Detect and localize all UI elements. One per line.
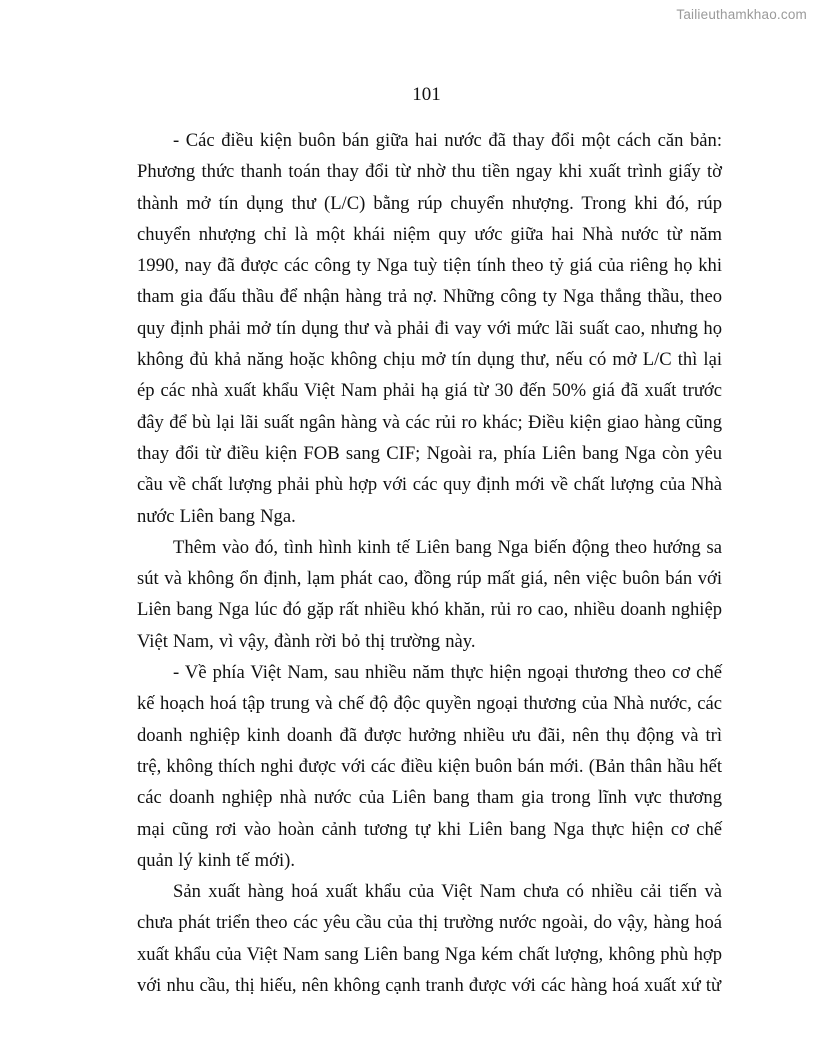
paragraph-2: Thêm vào đó, tình hình kinh tế Liên bang Nga biến động theo hướng sa sút và không ổn định, lạm phát cao, đồng rúp mất giá, nên việc buôn bán với Liên bang Nga lúc đó gặp rất nhiều khó khăn, rủi ro cao, nhiều doanh nghiệp Việt Nam, vì vậy, đành rời bỏ thị trường này. [137, 536, 722, 652]
document-body [137, 125, 722, 1001]
paragraph-1: - Các điều kiện buôn bán giữa hai nước đã thay đổi một cách căn bản: Phương thức thanh toán thay đổi từ nhờ thu tiền ngay khi xuất trình giấy tờ thành mở tín dụng thư (L/C) bằng rúp chuyển nhượng. Trong khi đó, rúp chuyển nhượng chỉ là một khái niệm quy ước giữa hai Nhà nước từ năm 1990, nay đã được các công ty Nga tuỳ tiện tính theo tỷ giá của riêng họ khi tham gia đấu thầu để nhận hàng trả nợ. Những công ty Nga thắng thầu, theo quy định phải mở tín dụng thư và phải đi vay với mức lãi suất cao, nhưng họ không đủ khả năng hoặc không chịu mở tín dụng thư, nếu có mở L/C thì lại ép các nhà xuất khẩu Việt Nam phải hạ giá từ 30 đến 50% giá đã xuất trước đây để bù lại lãi suất ngân hàng và các rủi ro khác; Điều kiện giao hàng cũng thay đổi từ điều kiện FOB sang CIF; Ngoài ra, phía Liên bang Nga còn yêu cầu về chất lượng phải phù hợp với các quy định mới về chất lượng của Nhà nước Liên bang Nga. [137, 130, 722, 527]
paragraph-3: - Về phía Việt Nam, sau nhiều năm thực hiện ngoại thương theo cơ chế kế hoạch hoá tập trung và chế độ độc quyền ngoại thương của Nhà nước, các doanh nghiệp kinh doanh đã được hưởng nhiều ưu đãi, nên thụ động và trì trệ, không thích nghi được với các điều kiện buôn bán mới. (Bản thân hầu hết các doanh nghiệp nhà nước của Liên bang tham gia trong lĩnh vực thương mại cũng rơi vào hoàn cảnh tương tự khi Liên bang Nga thực hiện cơ chế quản lý kinh tế mới). [137, 662, 722, 871]
paragraph-4: Sản xuất hàng hoá xuất khẩu của Việt Nam chưa có nhiều cải tiến và chưa phát triển theo các yêu cầu của thị trường nước ngoài, do vậy, hàng hoá xuất khẩu của Việt Nam sang Liên bang Nga kém chất lượng, không phù hợp với nhu cầu, thị hiếu, nên không cạnh tranh được với các hàng hoá xuất xứ từ [137, 881, 722, 997]
page-number: 101 [412, 84, 441, 105]
watermark: Tailieuthamkhao.com [676, 7, 807, 22]
